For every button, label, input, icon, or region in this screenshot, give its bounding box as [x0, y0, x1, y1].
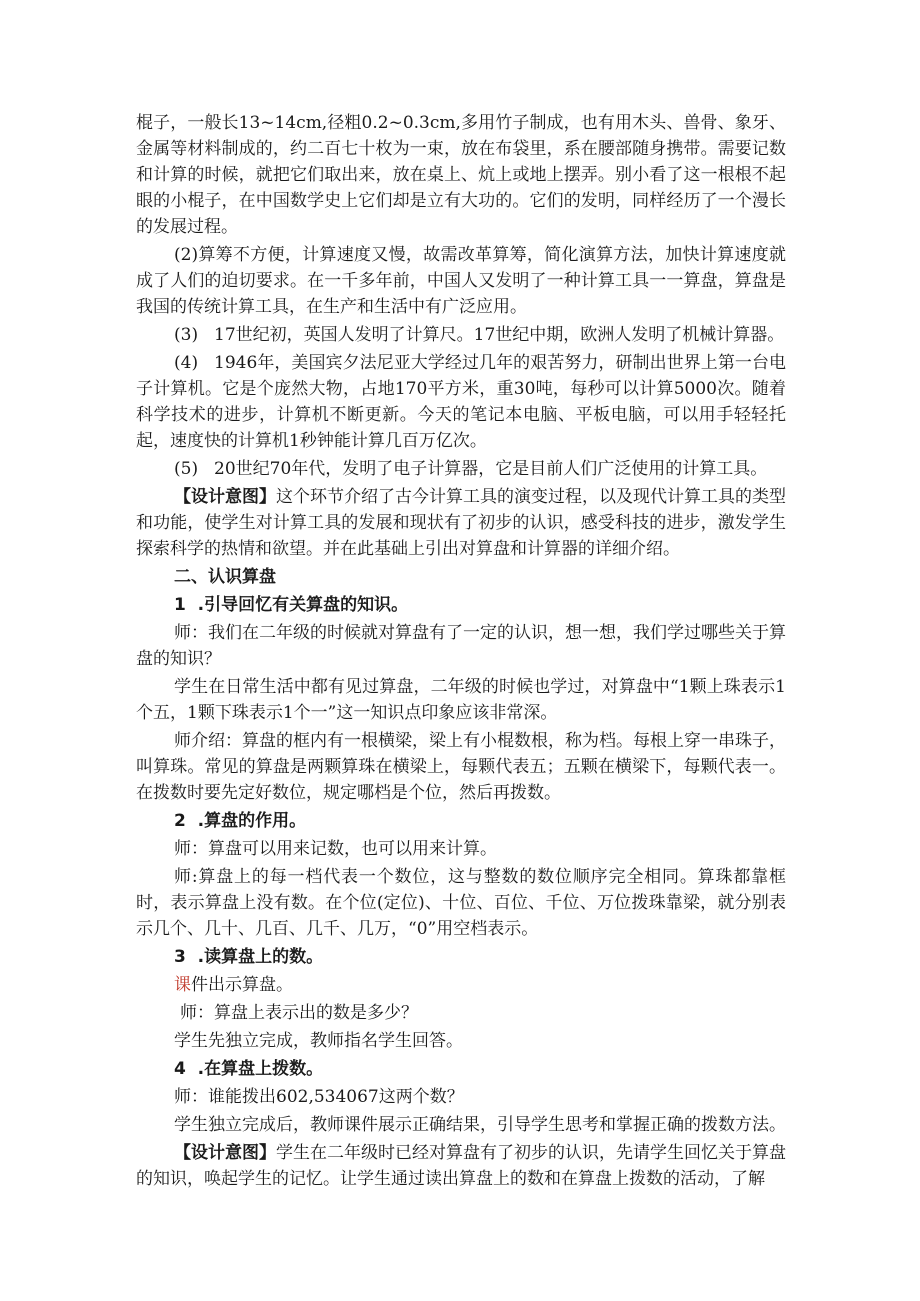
paragraph-abacus-invention: (2)算筹不方便，计算速度又慢，故需改革算筹，简化演算方法，加快计算速度就成了人们的迫切要求。在一千多年前，中国人又发明了一种计算工具一一算盘，算盘是我国的传统计算工具，在生产和生活中有广泛应用。 — [136, 245, 786, 317]
paragraph-set-question: 师：谁能拨出602,534067这两个数？ — [174, 1087, 464, 1107]
document-page — [136, 110, 786, 1192]
paragraph-calculator — [136, 454, 786, 482]
subheading-read-numbers: 3 .读算盘上的数。 — [174, 947, 324, 967]
paragraph-abacus-use: 师：算盘可以用来记数，也可以用来计算。 — [174, 839, 497, 859]
design-intent-tag: 【设计意图】 — [174, 487, 276, 507]
paragraph-student-knowledge: 学生在日常生活中都有见过算盘，二年级的时候也学过，对算盘中“1颗上珠表示1个五，1颗下珠表示1个一”这一知识点印象应该非常深。 — [136, 677, 786, 723]
subheading-recall: 1 .引导回忆有关算盘的知识。 — [174, 595, 409, 615]
paragraph-teacher-intro: 师介绍：算盘的框内有一根横梁，梁上有小棍数根，称为档。每根上穿一串珠子，叫算珠。常见的算盘是两颗算珠在横梁上，每颗代表五；五颗在横梁下，每颗代表一。在拨数时要先定好数位，规定哪档是个位，然后再拨数。 — [136, 731, 786, 803]
courseware-text: 件出示算盘。 — [191, 975, 293, 995]
design-intent-text: 学生在二年级时已经对算盘有了初步的认识，先请学生回忆关于算盘的知识，唤起学生的记忆。让学生通过读出算盘上的数和在算盘上拨数的活动，了解 — [136, 1143, 786, 1189]
design-intent-tag: 【设计意图】 — [174, 1143, 276, 1163]
paragraph-design-intent-2 — [136, 1138, 786, 1192]
subheading-set-numbers: 4 .在算盘上拨数。 — [174, 1059, 324, 1079]
paragraph-courseware — [136, 970, 786, 998]
paragraph-counting-rods: 棍子，一般长13~14cm,径粗0.2~0.3cm,多用竹子制成，也有用木头、兽骨、象牙、金属等材料制成的，约二百七十枚为一束，放在布袋里，系在腰部随身携带。需要记数和计算的时候，就把它们取出来，放在桌上、炕上或地上摆弄。别小看了这一根根不起眼的小棍子，在中国数学史上它们却是立有大功的。它们的发明，同样经历了一个漫长的发展过程。 — [136, 113, 786, 237]
subheading-function: 2 .算盘的作用。 — [174, 811, 307, 831]
item-number: (4) — [174, 353, 199, 373]
paragraph-student-answer: 学生先独立完成，教师指名学生回答。 — [174, 1031, 463, 1051]
paragraph-design-intent-1 — [136, 482, 786, 562]
paragraph-computer — [136, 348, 786, 454]
paragraph-set-result: 学生独立完成后，教师课件展示正确结果，引导学生思考和掌握正确的拨数方法。 — [174, 1115, 786, 1135]
section-heading-abacus: 二、认识算盘 — [174, 567, 276, 587]
paragraph-question: 师：算盘上表示出的数是多少？ — [180, 1003, 418, 1023]
item-number: (3) — [174, 325, 199, 345]
highlight-char: 课 — [174, 975, 191, 995]
item-number: (5) — [174, 459, 199, 479]
item-text: 1946年，美国宾夕法尼亚大学经过几年的艰苦努力，研制出世界上第一台电子计算机。它是个庞然大物，占地170平方米，重30吨，每秒可以计算5000次。随着科学技术的进步，计算机不断更新。今天的笔记本电脑、平板电脑，可以用手轻轻托起，速度快的计算机1秒钟能计算几百万亿次。 — [136, 353, 786, 451]
item-text: 17世纪初，英国人发明了计算尺。17世纪中期，欧洲人发明了机械计算器。 — [214, 325, 785, 345]
design-intent-text: 这个环节介绍了古今计算工具的演变过程，以及现代计算工具的类型和功能，使学生对计算工具的发展和现状有了初步的认识，感受科技的进步，激发学生探索科学的热情和欲望。并在此基础上引出对算盘和计算器的详细介绍。 — [136, 487, 786, 559]
paragraph-teacher-question: 师：我们在二年级的时候就对算盘有了一定的认识，想一想，我们学过哪些关于算盘的知识？ — [136, 623, 786, 669]
paragraph-place-value: 师:算盘上的每一档代表一个数位，这与整数的数位顺序完全相同。算珠都靠框时，表示算盘上没有数。在个位(定位)、十位、百位、千位、万位拨珠靠梁，就分别表示几个、几十、几百、几千、几万，“0”用空档表示。 — [136, 867, 786, 939]
item-text: 20世纪70年代，发明了电子计算器，它是目前人们广泛使用的计算工具。 — [214, 459, 768, 479]
paragraph-slide-rule — [136, 320, 786, 348]
